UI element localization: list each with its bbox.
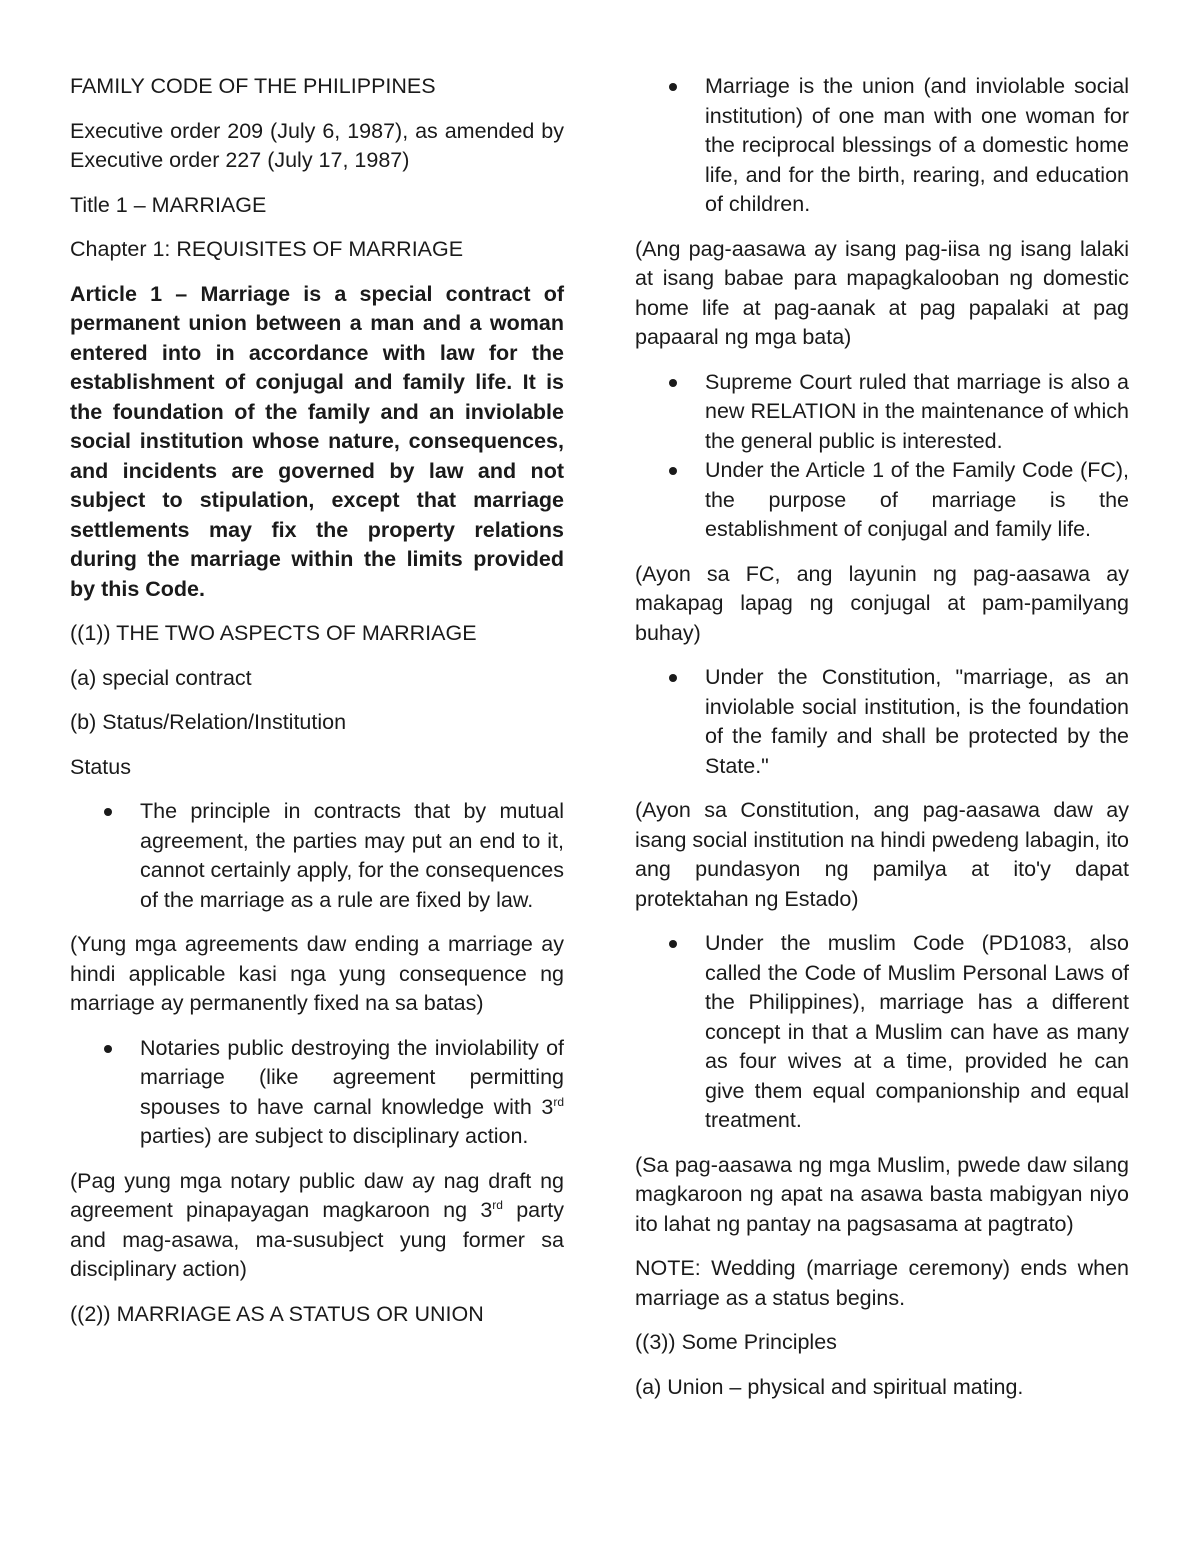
list-item [635, 456, 1129, 545]
aspect-b: (b) Status/Relation/Institution [70, 710, 347, 734]
list-item [70, 797, 564, 915]
bullet-icon [669, 467, 677, 475]
tagalog-note-part: (Pag yung mga notary public daw ay nag draft ng agreement pinapayagan magkaroon ng 3 [70, 1168, 564, 1222]
status-bullet-list [70, 797, 564, 915]
bullet-text: The principle in contracts that by mutual agreement, the parties may put an end to it, cannot certainly apply, for the consequences of the marriage as a rule are fixed by law. [140, 799, 564, 912]
notaries-bullet-list [70, 1034, 564, 1152]
tagalog-note: (Ayon sa Constitution, ang pag-aasawa daw ay isang social institution na hindi pwedeng labagin, ito ang pundasyon ng pamilya at ito'y dapat protektahan ng Estado) [635, 798, 1129, 911]
list-item [635, 929, 1129, 1136]
bullet-text-part: parties) are subject to disciplinary action. [140, 1124, 529, 1148]
status-heading: Status [70, 754, 131, 779]
bullet-text-part: Notaries public destroying the inviolability of marriage (like agreement permitting spouses to have carnal knowledge with 3 [140, 1035, 564, 1119]
tagalog-note [70, 1167, 564, 1285]
tagalog-note-part: party and mag-asawa, ma-susubject yung former sa disciplinary action) [70, 1198, 564, 1281]
status-union-heading: ((2)) MARRIAGE AS A STATUS OR UNION [70, 1301, 484, 1326]
union-bullet-list [635, 72, 1129, 220]
bullet-text: Marriage is the union (and inviolable social institution) of one man with one woman for the reciprocal blessings of a domestic home life, and for the birth, rearing, and education of children. [705, 74, 1129, 216]
bullet-text: Supreme Court ruled that marriage is also a new RELATION in the maintenance of which the general public is interested. [705, 369, 1129, 453]
bullet-text: Under the muslim Code (PD1083, also called the Code of Muslim Personal Laws of the Philippines), marriage has a different concept in that a Muslim can have as many as four wives at a time, provided he can give them equal companionship and equal treatment. [705, 931, 1129, 1132]
superscript: rd [492, 1197, 503, 1212]
two-aspects-heading: ((1)) THE TWO ASPECTS OF MARRIAGE [70, 621, 477, 645]
tagalog-note: (Yung mga agreements daw ending a marriage ay hindi applicable kasi nga yung consequence ng marriage ay permanently fixed na sa batas) [70, 932, 564, 1015]
principles-heading: ((3)) Some Principles [635, 1330, 837, 1354]
superscript: rd [553, 1094, 564, 1109]
tagalog-note: (Ang pag-aasawa ay isang pag-iisa ng isang lalaki at isang babae para mapagkalooban ng domestic home life at pag-aanak at pag papalaki at pag papaaral ng mga bata) [635, 236, 1129, 349]
principle-a: (a) Union – physical and spiritual mating. [635, 1374, 1024, 1399]
note-text: NOTE: Wedding (marriage ceremony) ends when marriage as a status begins. [635, 1256, 1129, 1310]
tagalog-note: (Sa pag-aasawa ng mga Muslim, pwede daw silang magkaroon ng apat na asawa basta mabigyan niyo ito lahat ng pantay na pagsasama at pagtrato) [635, 1152, 1129, 1236]
bullet-icon [669, 674, 677, 682]
list-item [635, 368, 1129, 457]
tagalog-note: (Ayon sa FC, ang layunin ng pag-aasawa ay makapag lapag ng conjugal at pam-pamilyang buhay) [635, 561, 1129, 645]
constitution-bullet-list [635, 663, 1129, 781]
relation-bullet-list [635, 368, 1129, 545]
right-column [635, 72, 1129, 1417]
bullet-text: Under the Constitution, "marriage, as an inviolable social institution, is the foundation of the family and shall be protected by the State." [705, 665, 1129, 778]
chapter-heading: Chapter 1: REQUISITES OF MARRIAGE [70, 237, 464, 261]
document-title: FAMILY CODE OF THE PHILIPPINES [70, 74, 436, 98]
bullet-icon [669, 940, 677, 948]
muslim-bullet-list [635, 929, 1129, 1136]
aspect-a: (a) special contract [70, 665, 252, 690]
list-item [70, 1034, 564, 1152]
list-item [635, 72, 1129, 220]
bullet-icon [669, 83, 677, 91]
bullet-icon [669, 379, 677, 387]
left-column [70, 72, 564, 1344]
bullet-icon [104, 1045, 112, 1053]
bullet-icon [104, 808, 112, 816]
title-heading: Title 1 – MARRIAGE [70, 192, 267, 217]
bullet-text: Under the Article 1 of the Family Code (FC), the purpose of marriage is the establishment of conjugal and family life. [705, 458, 1129, 541]
article-1-text: Article 1 – Marriage is a special contract of permanent union between a man and a woman entered into in accordance with law for the establishment of conjugal and family life. It is the foundation of the family and an inviolable social institution whose nature, consequences, and incidents are governed by law and not subject to stipulation, except that marriage settlements may fix the property relations during the marriage within the limits provided by this Code. [70, 281, 564, 601]
executive-order-text: Executive order 209 (July 6, 1987), as amended by Executive order 227 (July 17, 1987) [70, 118, 564, 172]
list-item [635, 663, 1129, 781]
